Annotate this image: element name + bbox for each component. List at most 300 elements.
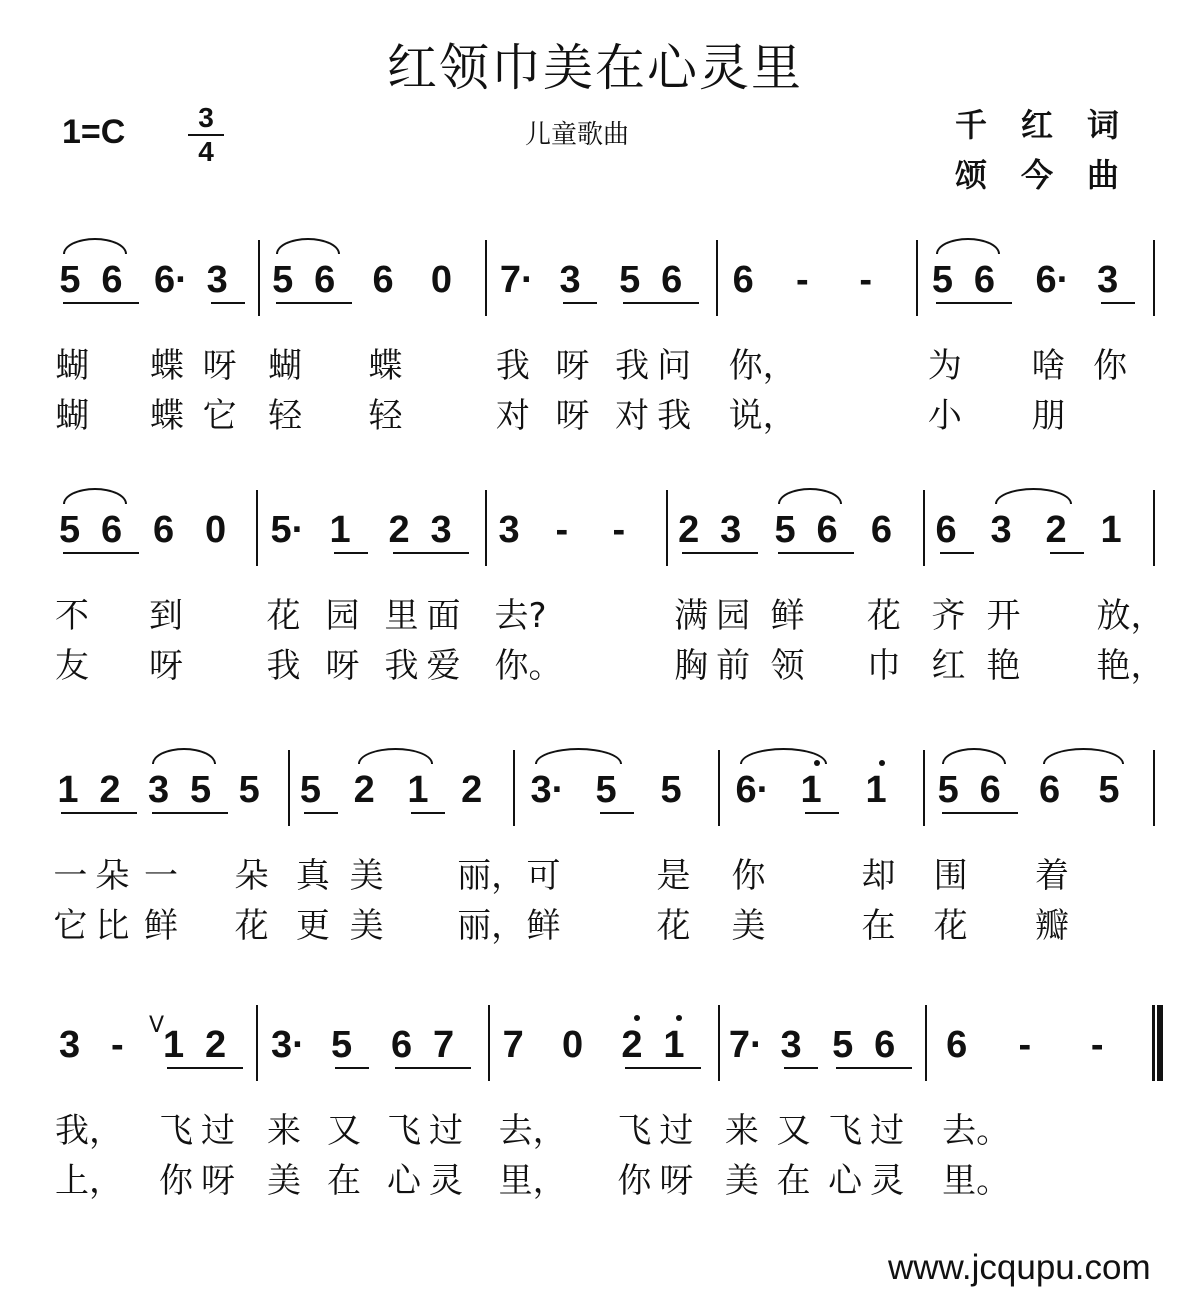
note: 5 (189, 769, 212, 811)
lyric-verse-1: 不 (55, 596, 89, 636)
note: 6 (153, 509, 175, 551)
lyric-verse-2: 丽， (457, 906, 526, 946)
note-cell (724, 1005, 771, 1201)
note: 5 (660, 769, 682, 811)
lyric-verse-1: 来 (267, 1111, 301, 1151)
beamed-note-group (387, 1005, 475, 1201)
note-cell (859, 240, 901, 316)
lyric-verse-2: 对 (615, 396, 650, 436)
note-group (1018, 1005, 1060, 1081)
note-cell (1018, 1005, 1060, 1081)
note-cell (494, 490, 563, 686)
lyricist-credit: 千红词 (955, 106, 1154, 144)
note-cell (368, 240, 414, 436)
note: 1 (1100, 509, 1122, 551)
lyric-verse-2: 你 (617, 1161, 652, 1201)
note-group (562, 1005, 604, 1081)
note: 6 (1038, 769, 1061, 811)
note-cell (870, 1005, 916, 1201)
note: 3 (206, 259, 228, 301)
lyric-verse-1: 着 (1034, 856, 1069, 896)
lyric-verse-2: 灵 (870, 1161, 905, 1201)
lyric-verse-2: 蝶 (149, 396, 184, 436)
lyric-verse-2: 朋 (1031, 396, 1066, 436)
key-signature: 1=C (62, 113, 126, 151)
lyric-verse-2: 在 (776, 1161, 811, 1201)
beamed-note-group (149, 1005, 247, 1201)
composer-credit: 颂今曲 (955, 156, 1154, 194)
lyric-verse-1: 我， (55, 1111, 123, 1151)
note-cell (562, 1005, 604, 1081)
lyric-verse-2: 上， (55, 1161, 123, 1201)
note-cell (267, 1005, 313, 1201)
genre-label: 儿童歌曲 (525, 120, 630, 150)
note-group (942, 1005, 1011, 1201)
lyric-verse-1: 飞 (159, 1111, 193, 1151)
dash-extension: - (795, 259, 809, 301)
note: 3 (780, 1024, 802, 1066)
lyric-verse-2: 鲜 (526, 906, 561, 946)
lyric-verse-2: 花 (234, 906, 269, 946)
lyric-verse-1: 蝶 (149, 346, 184, 386)
lyric-verse-1: 蝶 (368, 346, 403, 386)
lyric-verse-2: 艳， (1096, 646, 1165, 686)
note-group (205, 490, 247, 566)
measure (50, 1005, 258, 1201)
lyric-verse-1: 我 (615, 346, 650, 386)
score-row (50, 750, 1160, 990)
note-cell (617, 1005, 663, 1201)
note-cell (861, 750, 908, 946)
lyric-verse-2: 你。 (494, 646, 563, 686)
note-cell (234, 750, 281, 946)
lyric-verse-2: 里。 (942, 1161, 1011, 1201)
note: 1 (57, 769, 79, 811)
lyric-verse-2: 小 (927, 396, 962, 436)
note-cell (205, 490, 247, 566)
lyric-verse-1: 到 (149, 596, 183, 636)
note-cell (384, 490, 431, 686)
note-group (866, 490, 913, 686)
note-cell (657, 240, 703, 436)
beamed-note-group (615, 240, 703, 436)
note: 6 (732, 259, 754, 301)
note: 5 (272, 259, 294, 301)
note-group (494, 490, 563, 686)
note: 5 (299, 769, 322, 811)
dash-extension: - (859, 259, 872, 301)
lyric-verse-2: 花 (933, 906, 968, 946)
note: 1 (329, 509, 351, 551)
note: 6 (391, 1024, 413, 1066)
note-cell (53, 750, 99, 946)
rest: 0 (205, 509, 227, 551)
note-cell (426, 490, 473, 686)
lyric-verse-2: 呀 (555, 396, 590, 436)
score-row (50, 1005, 1160, 1245)
note: 7 (433, 1024, 455, 1066)
note: 5 (931, 259, 953, 301)
lyric-verse-2: 蝴 (55, 396, 90, 436)
rest: 0 (561, 1024, 584, 1066)
lyric-verse-1: 花 (866, 596, 901, 636)
beamed-note-group (295, 750, 342, 946)
note-cell (111, 1005, 153, 1081)
note-cell (716, 490, 762, 686)
note-cell (1091, 1005, 1133, 1081)
lyric-verse-2: 花 (656, 906, 691, 946)
lyric-verse-1: 一 (53, 856, 88, 896)
note-group (266, 490, 313, 686)
lyric-verse-2: 说， (728, 396, 797, 436)
dash-extension: - (1090, 1024, 1104, 1066)
dash-extension: - (612, 509, 626, 551)
note-cell (728, 240, 797, 436)
lyric-verse-2: 呀 (659, 1161, 694, 1201)
note: 3 (430, 509, 452, 551)
time-signature-bottom: 4 (198, 136, 214, 167)
note: 6 (935, 509, 957, 551)
measure (720, 1005, 927, 1201)
note: 5 (1098, 769, 1120, 811)
rest: 0 (430, 259, 452, 301)
lyric-verse-1: 过 (659, 1111, 694, 1151)
measure (258, 490, 487, 686)
lyric-verse-1: 放， (1096, 596, 1165, 636)
lyric-verse-1: 满 (674, 596, 709, 636)
note-group (498, 1005, 567, 1201)
note: 3· (271, 1024, 305, 1066)
note: 3 (59, 1024, 81, 1066)
note-group (613, 490, 655, 566)
note-group (1031, 240, 1077, 436)
lyric-verse-1: 朵 (95, 856, 130, 896)
note: 2 (205, 1024, 227, 1066)
high-octave-dot (634, 1015, 640, 1021)
note: 3 (1097, 259, 1119, 301)
lyric-verse-1: 开 (986, 596, 1021, 636)
beamed-note-group (776, 1005, 822, 1201)
lyric-verse-1: 问 (657, 346, 692, 386)
measure (718, 240, 918, 436)
note: 2 (99, 769, 121, 811)
note: 5 (832, 1024, 854, 1066)
note-cell (866, 490, 913, 686)
lyric-verse-2: 美 (349, 906, 384, 946)
note-cell (776, 1005, 822, 1201)
breath-mark: V (149, 1013, 165, 1038)
note-cell (796, 240, 838, 316)
lyric-verse-2: 美 (724, 1161, 759, 1201)
lyric-verse-1: 又 (776, 1111, 811, 1151)
note: 5 (59, 259, 81, 301)
high-octave-dot (879, 760, 885, 766)
beamed-note-group (931, 490, 978, 686)
lyric-verse-2: 巾 (866, 646, 901, 686)
note-group (861, 750, 908, 946)
note: 3· (530, 769, 565, 811)
lyric-verse-1: 鲜 (770, 596, 805, 636)
lyric-verse-1: 真 (295, 856, 330, 896)
note: 6 (372, 259, 394, 301)
note: 6· (153, 259, 188, 301)
beamed-note-group (617, 1005, 705, 1201)
note-group (431, 240, 473, 316)
note-cell (201, 1005, 247, 1201)
note-cell (615, 240, 661, 436)
lyric-verse-2: 呀 (201, 1161, 235, 1201)
note: 2 (1045, 509, 1067, 551)
lyric-verse-2: 呀 (325, 646, 360, 686)
dash-extension: - (555, 509, 569, 551)
lyric-verse-1: 面 (426, 596, 461, 636)
note-cell (266, 490, 313, 686)
note-cell (656, 750, 703, 946)
lyric-verse-1: 我 (495, 346, 530, 386)
beamed-note-group (325, 490, 372, 686)
note-cell (674, 490, 720, 686)
lyric-verse-2: 瓣 (1034, 906, 1069, 946)
note-cell (457, 750, 526, 946)
lyric-verse-1: 蝴 (55, 346, 90, 386)
lyric-verse-2: 对 (495, 396, 530, 436)
lyric-verse-1: 为 (927, 346, 962, 386)
note-cell (149, 490, 195, 686)
note-group (149, 490, 195, 686)
dash-extension: - (1018, 1024, 1032, 1066)
note: 6 (314, 259, 336, 301)
time-signature-top: 3 (198, 102, 214, 133)
beamed-note-group (555, 240, 601, 436)
measure (927, 1005, 1155, 1201)
note: 5 (331, 1024, 353, 1066)
lyric-verse-1: 美 (349, 856, 384, 896)
note: 1 (663, 1024, 685, 1066)
note: 2 (353, 769, 375, 811)
lyric-verse-2: 爱 (426, 646, 461, 686)
note-cell (55, 1005, 123, 1201)
lyric-verse-1: 花 (266, 596, 301, 636)
lyric-verse-1: 一 (143, 856, 178, 896)
note-cell (159, 1005, 205, 1201)
note-group (234, 750, 281, 946)
lyric-verse-2: 红 (931, 646, 966, 686)
note: 6 (101, 259, 123, 301)
note: 1 (800, 769, 822, 811)
lyric-verse-2: 美 (731, 906, 766, 946)
lyric-verse-2: 前 (716, 646, 751, 686)
note: 3 (720, 509, 742, 551)
note-cell (95, 750, 141, 946)
lyric-verse-2: 轻 (268, 396, 303, 436)
lyric-verse-1: 飞 (828, 1111, 863, 1151)
lyric-verse-1: 去? (494, 596, 547, 636)
beamed-note-group (1093, 240, 1139, 386)
measure (487, 490, 668, 686)
lyric-verse-2: 我 (384, 646, 419, 686)
note-cell (327, 1005, 373, 1201)
lyric-verse-1: 飞 (387, 1111, 421, 1151)
note: 6 (979, 769, 1001, 811)
note-cell (325, 490, 372, 686)
lyric-verse-1: 过 (870, 1111, 905, 1151)
measure (490, 1005, 720, 1201)
lyric-verse-2: 它 (202, 396, 237, 436)
note: 2 (678, 509, 700, 551)
note: 1 (163, 1024, 185, 1066)
lyric-verse-1: 园 (716, 596, 751, 636)
note: 6 (946, 1024, 968, 1066)
note: 6 (973, 259, 995, 301)
lyric-verse-2: 里， (498, 1161, 567, 1201)
note: 5 (619, 259, 641, 301)
score-row (50, 240, 1160, 480)
note: 1 (407, 769, 429, 811)
dash-extension: - (111, 1024, 124, 1066)
time-signature (188, 104, 224, 166)
note-cell (1096, 490, 1165, 686)
note: 2 (388, 509, 410, 551)
note-cell (931, 490, 978, 686)
note: 3 (498, 509, 520, 551)
lyric-verse-2: 鲜 (143, 906, 178, 946)
note: 6· (1035, 259, 1070, 301)
lyric-verse-1: 可 (526, 856, 561, 896)
lyric-verse-1: 却 (861, 856, 896, 896)
beamed-note-group (384, 490, 473, 686)
note-group (796, 240, 838, 316)
note: 7· (499, 259, 534, 301)
lyric-verse-1: 来 (724, 1111, 759, 1151)
note-cell (202, 240, 249, 436)
note-group (111, 1005, 153, 1081)
lyric-verse-1: 你， (728, 346, 797, 386)
lyric-verse-2: 你 (159, 1161, 193, 1201)
lyric-verse-2: 轻 (368, 396, 403, 436)
lyric-verse-2: 灵 (429, 1161, 463, 1201)
note-cell (659, 1005, 705, 1201)
note-cell (828, 1005, 874, 1201)
note-cell (295, 750, 342, 946)
lyric-verse-2: 胸 (674, 646, 709, 686)
lyric-verse-2: 我 (657, 396, 692, 436)
note: 5 (937, 769, 959, 811)
lyric-verse-1: 围 (933, 856, 968, 896)
note: 3 (990, 509, 1012, 551)
note: 2 (621, 1024, 643, 1066)
note: 3 (559, 259, 581, 301)
note-cell (556, 490, 598, 566)
note: 6 (870, 509, 892, 551)
lyric-verse-2: 心 (828, 1161, 863, 1201)
lyric-verse-2: 在 (327, 1161, 361, 1201)
note-cell (498, 1005, 567, 1201)
note-group (724, 1005, 771, 1201)
beamed-note-group (828, 1005, 916, 1201)
note: 5 (238, 769, 260, 811)
note: 6 (661, 259, 683, 301)
note-group (1096, 490, 1165, 686)
lyric-verse-2: 比 (95, 906, 130, 946)
lyric-verse-1: 里 (384, 596, 419, 636)
lyric-verse-2: 更 (295, 906, 330, 946)
note-cell (1031, 240, 1077, 436)
note: 5 (774, 509, 796, 551)
note: 6· (735, 769, 770, 811)
lyric-verse-1: 呀 (555, 346, 590, 386)
note: 1 (865, 769, 887, 811)
lyric-verse-1: 过 (201, 1111, 235, 1151)
measure (487, 240, 718, 436)
note-group (149, 240, 196, 436)
note-cell (149, 240, 196, 436)
note-cell (387, 1005, 433, 1201)
lyric-verse-1: 呀 (202, 346, 237, 386)
note-group (368, 240, 414, 436)
note: 6 (874, 1024, 896, 1066)
note-cell (431, 240, 473, 316)
lyric-verse-1: 你 (731, 856, 766, 896)
lyric-verse-1: 飞 (617, 1111, 652, 1151)
song-title: 红领巾美在心灵里 (387, 39, 803, 97)
lyric-verse-2: 我 (266, 646, 301, 686)
note: 5 (59, 509, 81, 551)
lyric-verse-1: 丽， (457, 856, 526, 896)
note: 6 (101, 509, 123, 551)
note-group (656, 750, 703, 946)
lyric-verse-1: 啥 (1031, 346, 1066, 386)
website-watermark: www.jcqupu.com (888, 1248, 1151, 1287)
lyric-verse-2: 心 (387, 1161, 421, 1201)
lyric-verse-1: 去。 (942, 1111, 1011, 1151)
lyric-verse-1: 朵 (234, 856, 269, 896)
beamed-note-group (202, 240, 249, 436)
note-cell (613, 490, 655, 566)
beamed-note-group (53, 750, 141, 946)
note: 7· (728, 1024, 763, 1066)
lyric-verse-2: 呀 (149, 646, 183, 686)
note-cell (495, 240, 542, 436)
score-row (50, 490, 1165, 730)
lyric-verse-2: 领 (770, 646, 805, 686)
note: 5· (270, 509, 305, 551)
note-group (859, 240, 901, 316)
note: 2 (461, 769, 483, 811)
note: 6 (816, 509, 838, 551)
note-group (728, 240, 797, 436)
lyric-verse-1: 蝴 (268, 346, 303, 386)
note-group (556, 490, 598, 566)
lyric-verse-1: 去， (498, 1111, 567, 1151)
lyric-verse-2: 在 (861, 906, 896, 946)
lyric-verse-2: 友 (55, 646, 89, 686)
lyric-verse-1: 是 (656, 856, 691, 896)
note-cell (555, 240, 601, 436)
lyric-verse-1: 又 (327, 1111, 361, 1151)
note-group (495, 240, 542, 436)
lyric-verse-1: 齐 (931, 596, 966, 636)
note: 3 (147, 769, 170, 811)
lyric-verse-1: 园 (325, 596, 360, 636)
note-group (267, 1005, 313, 1201)
note-cell (1093, 240, 1139, 386)
note-group (1091, 1005, 1133, 1081)
note: 5 (595, 769, 617, 811)
note-group (457, 750, 526, 946)
beamed-note-group (327, 1005, 373, 1201)
lyric-verse-1: 你 (1093, 346, 1128, 386)
high-octave-dot (676, 1015, 682, 1021)
